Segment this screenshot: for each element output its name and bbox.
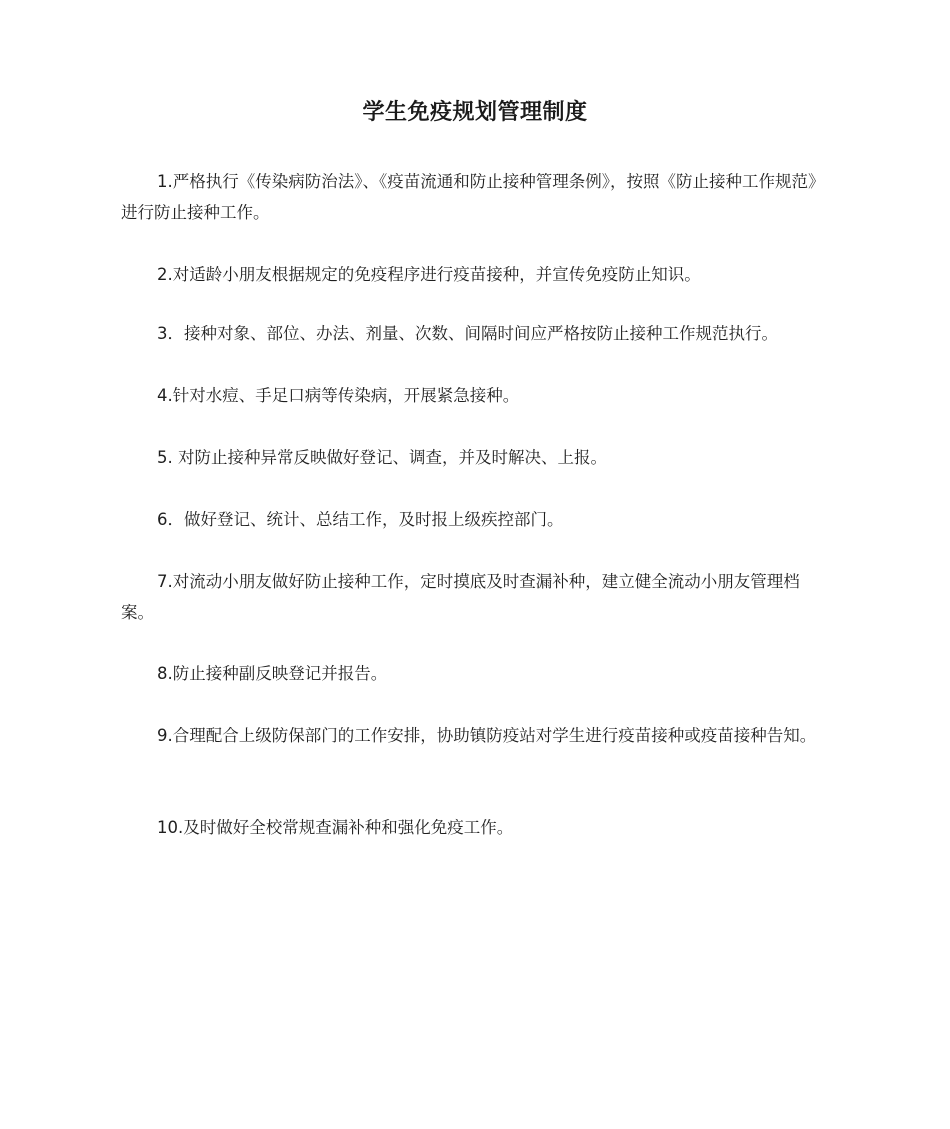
rule-item-1: 1.严格执行《传染病防治法》、《疫苗流通和防止接种管理条例》，按照《防止接种工作规范》进行防止接种工作。 — [121, 172, 825, 222]
rule-item-5: 5. 对防止接种异常反映做好登记、调查，并及时解决、上报。 — [157, 448, 607, 467]
rule-item-10: 10.及时做好全校常规查漏补种和强化免疫工作。 — [157, 818, 514, 837]
rule-item-2: 2.对适龄小朋友根据规定的免疫程序进行疫苗接种，并宣传免疫防止知识。 — [157, 265, 701, 284]
rule-item-8: 8.防止接种副反映登记并报告。 — [157, 664, 388, 683]
rule-item-9: 9.合理配合上级防保部门的工作安排，协助镇防疫站对学生进行疫苗接种或疫苗接种告知。 — [157, 726, 817, 745]
rule-item-4: 4.针对水痘、手足口病等传染病，开展紧急接种。 — [157, 386, 520, 405]
document-title: 学生免疫规划管理制度 — [362, 100, 588, 125]
rule-item-6: 6．做好登记、统计、总结工作，及时报上级疾控部门。 — [157, 510, 564, 529]
rule-item-3: 3．接种对象、部位、办法、剂量、次数、间隔时间应严格按防止接种工作规范执行。 — [157, 324, 778, 343]
rule-item-7: 7.对流动小朋友做好防止接种工作，定时摸底及时查漏补种，建立健全流动小朋友管理档案。 — [121, 572, 800, 622]
